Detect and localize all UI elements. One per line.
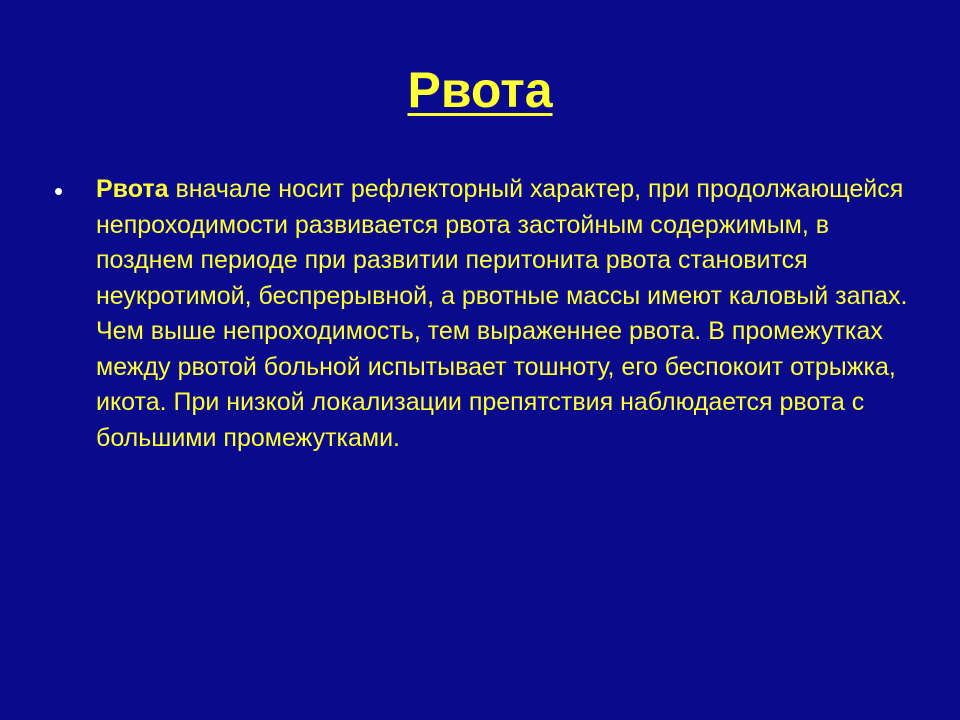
bullet-icon: • xyxy=(54,176,64,206)
bullet-body-text: вначале носит рефлекторный характер, при продолжающейся непроходимости развивается рвота застойным содержимым, в позднем периоде при развитии перитонита рвота становится неукротимой, беспрерывной, а рвотные массы имеют каловый запах. Чем выше непроходимость, тем выраженнее рвота. В промежутках между рвотой больной испытывает тошноту, его беспокоит отрыжка, икота. При низкой локализации препятствия наблюдается рвота с большими промежутками. xyxy=(96,175,908,452)
slide-title-text: Рвота xyxy=(407,62,553,118)
slide-title xyxy=(0,58,960,122)
bullet-paragraph xyxy=(96,172,916,456)
bullet-lead-word: Рвота xyxy=(96,175,169,203)
